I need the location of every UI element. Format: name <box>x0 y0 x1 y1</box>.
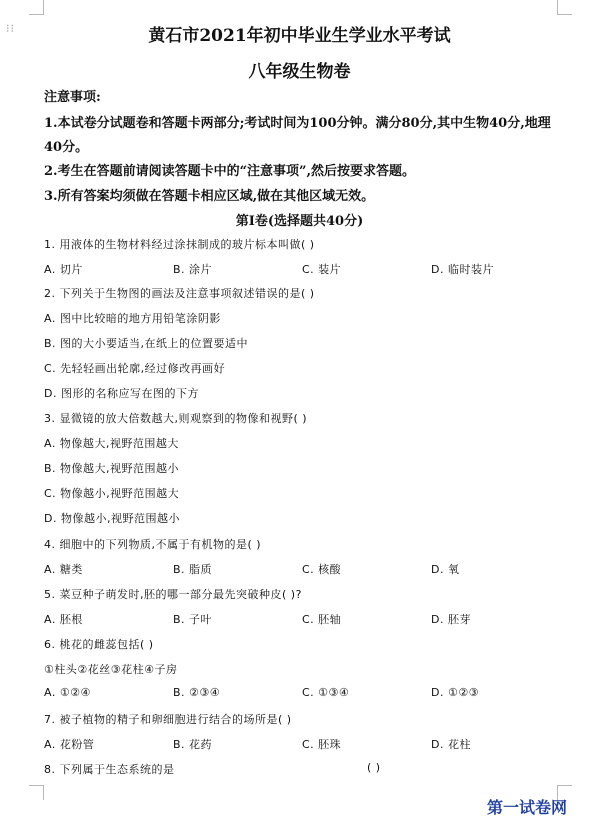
option-a: A. 切片 <box>44 263 83 276</box>
option-a: A. 胚根 <box>44 613 83 626</box>
notice-line-2: 2.考生在答题前请阅读答题卡中的“注意事项”,然后按要求答题。 <box>44 164 416 179</box>
option-d: D. 物像越小,视野范围越小 <box>44 512 180 525</box>
exam-title: 黄石市2021年初中毕业生学业水平考试 <box>148 26 451 46</box>
option-b: B. 涂片 <box>173 263 213 276</box>
option-c: C. 胚轴 <box>302 613 342 626</box>
answer-parenthesis: ( ) <box>367 761 381 774</box>
notice-heading: 注意事项: <box>44 90 101 105</box>
question-stem: 3. 显微镜的放大倍数越大,则观察到的物像和视野( ) <box>44 412 308 425</box>
drag-handle-icon[interactable]: ⁝⁝ <box>6 22 15 35</box>
option-c: C. 核酸 <box>302 563 342 576</box>
watermark-logo: 第一试卷网 <box>487 798 568 817</box>
question-stem: 8. 下列属于生态系统的是 <box>44 763 175 776</box>
notice-line-1-cont: 40分。 <box>44 140 89 155</box>
option-b: B. 图的大小要适当,在纸上的位置要适中 <box>44 337 249 350</box>
option-d: D. 氧 <box>431 563 460 576</box>
option-c: C. 装片 <box>302 263 342 276</box>
option-d: D. 图形的名称应写在图的下方 <box>44 387 199 400</box>
option-a: A. 物像越大,视野范围越大 <box>44 437 179 450</box>
option-a: A. 图中比较暗的地方用铅笔涂阴影 <box>44 312 221 325</box>
option-d: D. 花柱 <box>431 738 471 751</box>
question-stem: 2. 下列关于生物图的画法及注意事项叙述错误的是( ) <box>44 287 315 300</box>
question-stem: 7. 被子植物的精子和卵细胞进行结合的场所是( ) <box>44 713 292 726</box>
page-corner-mark <box>29 0 44 15</box>
option-a: A. 花粉管 <box>44 738 95 751</box>
option-c: C. 先轻轻画出轮廓,经过修改再画好 <box>44 362 226 375</box>
question-stem: 6. 桃花的雌蕊包括( ) <box>44 638 154 651</box>
option-b: B. 子叶 <box>173 613 213 626</box>
question-stem: 1. 用液体的生物材料经过涂抹制成的玻片标本叫做( ) <box>44 238 315 251</box>
option-b: B. 物像越大,视野范围越小 <box>44 462 180 475</box>
option-a: A. ①②④ <box>44 686 91 699</box>
option-b: B. 脂质 <box>173 563 213 576</box>
question-parts: ①柱头②花丝③花柱④子房 <box>44 663 178 676</box>
option-c: C. 胚珠 <box>302 738 342 751</box>
exam-subtitle: 八年级生物卷 <box>248 62 351 82</box>
question-stem: 5. 菜豆种子萌发时,胚的哪一部分最先突破种皮( )? <box>44 588 302 601</box>
section-title: 第Ⅰ卷(选择题共40分) <box>235 214 364 229</box>
option-b: B. 花药 <box>173 738 213 751</box>
option-d: D. 临时装片 <box>431 263 494 276</box>
question-stem: 4. 细胞中的下列物质,不属于有机物的是( ) <box>44 538 262 551</box>
page-corner-mark <box>557 0 572 15</box>
option-d: D. 胚芽 <box>431 613 471 626</box>
option-b: B. ②③④ <box>173 686 221 699</box>
option-d: D. ①②③ <box>431 686 480 699</box>
option-c: C. 物像越小,视野范围越大 <box>44 487 180 500</box>
page-corner-mark <box>29 785 44 800</box>
notice-line-1: 1.本试卷分试题卷和答题卡两部分;考试时间为100分钟。满分80分,其中生物40分,地理 <box>44 116 551 131</box>
option-c: C. ①③④ <box>302 686 350 699</box>
option-a: A. 糖类 <box>44 563 83 576</box>
notice-line-3: 3.所有答案均须做在答题卡相应区域,做在其他区域无效。 <box>44 189 375 204</box>
